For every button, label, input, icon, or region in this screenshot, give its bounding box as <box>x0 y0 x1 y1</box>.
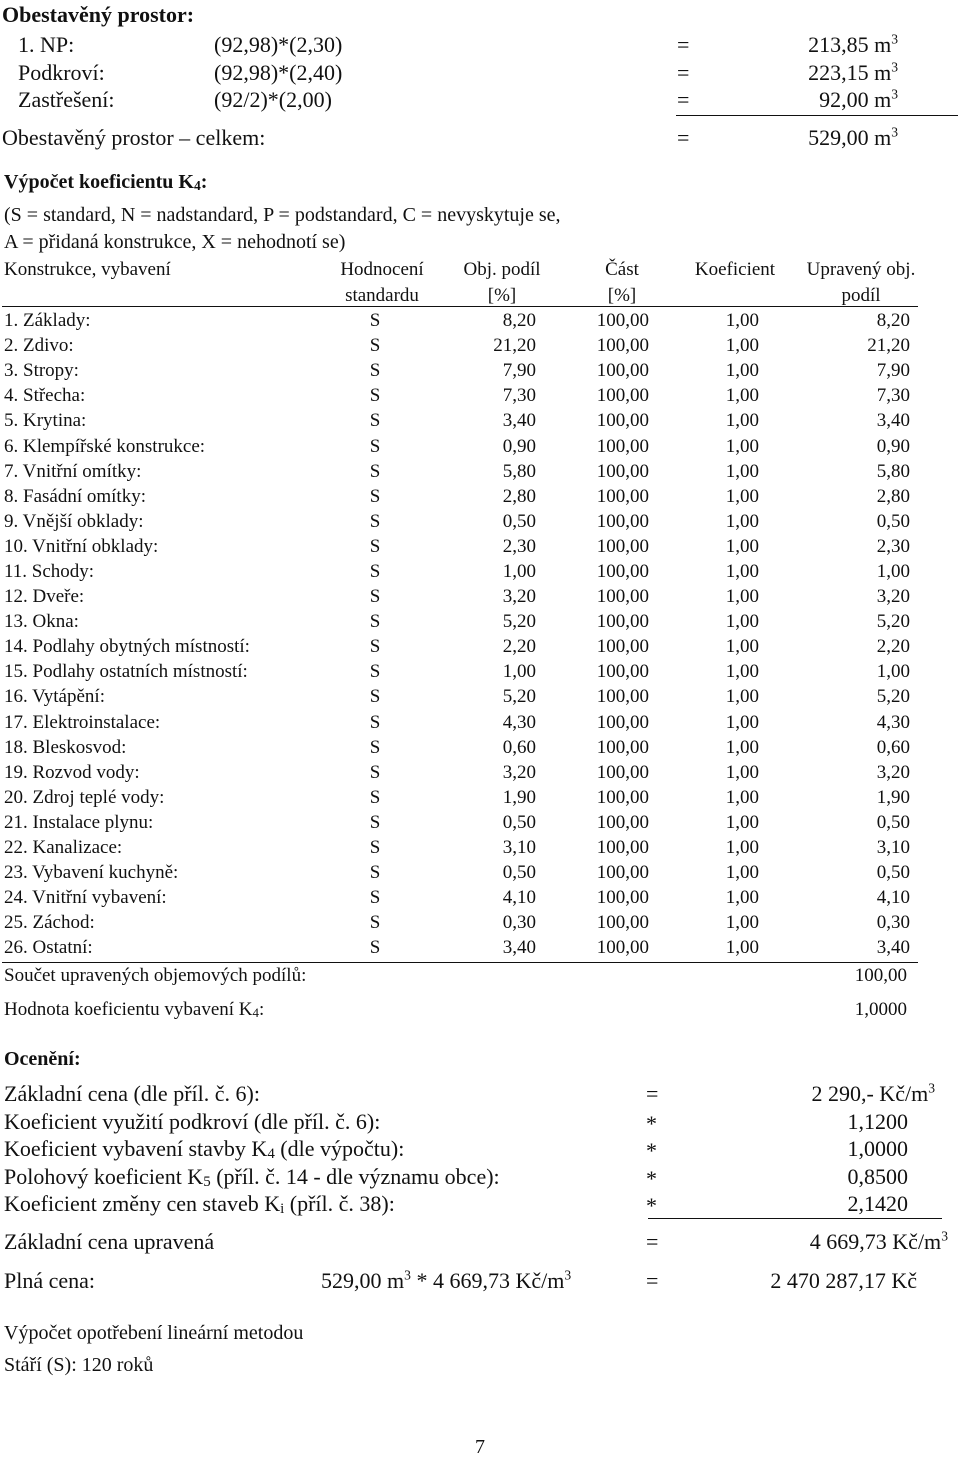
table-cell-share: 8,20 <box>502 310 536 332</box>
col-header-share-unit: [%] <box>487 285 517 306</box>
table-cell-coef: 1,00 <box>725 535 759 557</box>
table-row <box>4 860 910 885</box>
full-price-operator: = <box>646 1268 659 1293</box>
table-row <box>4 735 910 760</box>
table-row <box>4 333 910 358</box>
table-cell-std: S <box>369 937 381 959</box>
table-cell-name: 12. Dveře: <box>4 586 85 608</box>
table-cell-part: 100,00 <box>596 761 649 783</box>
wear-title: Výpočet opotřebení lineární metodou <box>4 1322 304 1344</box>
table-cell-coef: 1,00 <box>725 736 759 758</box>
table-cell-part: 100,00 <box>596 862 649 884</box>
table-cell-adj: 7,30 <box>876 385 910 407</box>
price-row-value: 2,1420 <box>847 1191 908 1216</box>
section-title-valuation: Ocenění: <box>4 1048 81 1070</box>
table-cell-name: 17. Elektroinstalace: <box>4 711 161 733</box>
table-cell-part: 100,00 <box>596 711 649 733</box>
table-cell-coef: 1,00 <box>725 586 759 608</box>
table-cell-name: 13. Okna: <box>4 611 79 633</box>
built-total-value: 529,00 $m^3$ <box>808 124 898 150</box>
table-cell-adj: 1,00 <box>876 661 910 683</box>
table-row <box>4 308 910 333</box>
table-row <box>4 935 910 960</box>
table-cell-std: S <box>369 887 381 909</box>
table-cell-share: 0,30 <box>502 912 536 934</box>
table-cell-name: 10. Vnitřní obklady: <box>4 535 159 557</box>
table-cell-share: 3,40 <box>502 410 536 432</box>
table-cell-share: 4,10 <box>502 887 536 909</box>
built-row-name: Podkroví: <box>18 60 105 85</box>
table-cell-std: S <box>369 460 381 482</box>
divider <box>648 1218 942 1219</box>
table-row <box>4 484 910 509</box>
table-cell-adj: 5,80 <box>876 460 910 482</box>
table-cell-std: S <box>369 410 381 432</box>
table-cell-name: 9. Vnější obklady: <box>4 510 144 532</box>
price-row-label: Koeficient změny cen staveb $K_i$ (příl. č. 38): <box>4 1191 395 1218</box>
table-cell-share: 0,50 <box>502 510 536 532</box>
section-title-built-space: Obestavěný prostor: <box>2 2 195 27</box>
table-row <box>4 534 910 559</box>
table-cell-share: 0,50 <box>502 811 536 833</box>
table-cell-part: 100,00 <box>596 736 649 758</box>
table-cell-coef: 1,00 <box>725 510 759 532</box>
sum-label: Součet upravených objemových podílů: <box>4 965 307 986</box>
table-cell-name: 8. Fasádní omítky: <box>4 485 146 507</box>
table-cell-part: 100,00 <box>596 661 649 683</box>
table-cell-name: 18. Bleskosvod: <box>4 736 127 758</box>
price-row-label: Koeficient vybavení stavby $K_4$ (dle výpočtu): <box>4 1136 405 1163</box>
table-cell-coef: 1,00 <box>725 887 759 909</box>
table-cell-std: S <box>369 360 381 382</box>
table-cell-share: 7,90 <box>502 360 536 382</box>
table-row <box>4 910 910 935</box>
table-cell-coef: 1,00 <box>725 786 759 808</box>
table-cell-name: 7. Vnitřní omítky: <box>4 460 142 482</box>
table-row <box>4 459 910 484</box>
table-cell-coef: 1,00 <box>725 485 759 507</box>
col-header-adjusted-2: podíl <box>841 285 881 306</box>
table-cell-adj: 2,30 <box>876 535 910 557</box>
divider <box>676 115 958 116</box>
col-header-adjusted: Upravený obj. <box>806 259 916 280</box>
table-cell-std: S <box>369 661 381 683</box>
table-cell-std: S <box>369 786 381 808</box>
col-header-share: Obj. podíl <box>463 259 541 280</box>
table-cell-share: 3,40 <box>502 937 536 959</box>
table-cell-part: 100,00 <box>596 586 649 608</box>
built-row-formula: (92,98)*(2,40) <box>214 60 343 85</box>
table-row <box>4 358 910 383</box>
price-row-operator: * <box>646 1166 657 1191</box>
table-row <box>4 659 910 684</box>
table-cell-part: 100,00 <box>596 811 649 833</box>
table-cell-coef: 1,00 <box>725 310 759 332</box>
table-cell-std: S <box>369 736 381 758</box>
table-cell-std: S <box>369 711 381 733</box>
table-cell-adj: 7,90 <box>876 360 910 382</box>
table-cell-coef: 1,00 <box>725 360 759 382</box>
table-cell-coef: 1,00 <box>725 560 759 582</box>
table-cell-share: 7,30 <box>502 385 536 407</box>
table-cell-std: S <box>369 435 381 457</box>
table-cell-part: 100,00 <box>596 786 649 808</box>
table-cell-std: S <box>369 912 381 934</box>
table-row <box>4 609 910 634</box>
table-cell-share: 1,00 <box>502 560 536 582</box>
price-row-value: 2 290,- $Kč/m^3$ <box>811 1080 935 1106</box>
table-cell-adj: 4,10 <box>876 887 910 909</box>
table-row <box>4 584 910 609</box>
table-cell-name: 21. Instalace plynu: <box>4 811 154 833</box>
table-cell-name: 24. Vnitřní vybavení: <box>4 887 167 909</box>
table-cell-std: S <box>369 686 381 708</box>
built-total-label: Obestavěný prostor – celkem: <box>2 125 266 150</box>
adjusted-price-operator: = <box>646 1229 659 1254</box>
table-cell-coef: 1,00 <box>725 937 759 959</box>
table-cell-share: 1,00 <box>502 661 536 683</box>
table-cell-adj: 3,20 <box>876 586 910 608</box>
table-cell-coef: 1,00 <box>725 385 759 407</box>
table-row <box>4 509 910 534</box>
price-row-label: Polohový koeficient $K_5$ (příl. č. 14 - dle významu obce): <box>4 1164 500 1191</box>
table-cell-adj: 2,20 <box>876 636 910 658</box>
table-cell-name: 16. Vytápění: <box>4 686 105 708</box>
table-cell-coef: 1,00 <box>725 661 759 683</box>
table-cell-std: S <box>369 310 381 332</box>
table-cell-share: 0,60 <box>502 736 536 758</box>
table-cell-part: 100,00 <box>596 460 649 482</box>
table-cell-std: S <box>369 611 381 633</box>
table-cell-coef: 1,00 <box>725 435 759 457</box>
built-row-value: 223,15 $m^3$ <box>808 59 898 85</box>
table-cell-part: 100,00 <box>596 686 649 708</box>
sum-value: 100,00 <box>854 965 907 986</box>
table-cell-coef: 1,00 <box>725 811 759 833</box>
table-cell-coef: 1,00 <box>725 636 759 658</box>
table-cell-coef: 1,00 <box>725 711 759 733</box>
table-cell-adj: 5,20 <box>876 686 910 708</box>
table-cell-adj: 0,50 <box>876 862 910 884</box>
table-cell-coef: 1,00 <box>725 460 759 482</box>
col-header-part: Část <box>605 259 639 280</box>
table-cell-share: 5,20 <box>502 611 536 633</box>
table-cell-adj: 2,80 <box>876 485 910 507</box>
table-cell-share: 3,20 <box>502 586 536 608</box>
table-cell-part: 100,00 <box>596 636 649 658</box>
table-row <box>4 684 910 709</box>
table-cell-adj: 0,60 <box>876 736 910 758</box>
table-cell-std: S <box>369 761 381 783</box>
table-cell-adj: 3,40 <box>876 410 910 432</box>
table-cell-part: 100,00 <box>596 485 649 507</box>
price-row-value: 1,0000 <box>847 1136 908 1161</box>
table-cell-adj: 5,20 <box>876 611 910 633</box>
table-cell-adj: 0,50 <box>876 510 910 532</box>
table-cell-std: S <box>369 385 381 407</box>
table-cell-part: 100,00 <box>596 310 649 332</box>
table-row <box>4 710 910 735</box>
full-price-expression: 529,00 $m^3 * 4$ 669,73 $Kč/m^3$ <box>321 1267 572 1293</box>
price-row-operator: * <box>646 1138 657 1163</box>
table-cell-coef: 1,00 <box>725 686 759 708</box>
built-row-value: 92,00 $m^3$ <box>819 86 898 112</box>
built-row-name: 1. NP: <box>18 32 75 57</box>
price-row-operator: * <box>646 1193 657 1218</box>
table-cell-part: 100,00 <box>596 385 649 407</box>
table-cell-coef: 1,00 <box>725 410 759 432</box>
table-cell-adj: 1,00 <box>876 560 910 582</box>
table-cell-part: 100,00 <box>596 837 649 859</box>
built-row-equals: = <box>677 60 690 85</box>
built-row-formula: (92/2)*(2,00) <box>214 87 332 112</box>
price-row-value: 1,1200 <box>847 1109 908 1134</box>
table-cell-part: 100,00 <box>596 560 649 582</box>
table-cell-name: 5. Krytina: <box>4 410 87 432</box>
table-cell-share: 0,90 <box>502 435 536 457</box>
table-row <box>4 433 910 458</box>
table-cell-coef: 1,00 <box>725 837 759 859</box>
wear-age: Stáří (S): 120 roků <box>4 1354 154 1376</box>
full-price-value: 2 470 287,17 Kč <box>770 1268 917 1293</box>
table-cell-share: 5,20 <box>502 686 536 708</box>
table-cell-share: 2,30 <box>502 535 536 557</box>
table-cell-name: 23. Vybavení kuchyně: <box>4 862 179 884</box>
col-header-standard-2: standardu <box>345 285 419 306</box>
table-row <box>4 785 910 810</box>
table-cell-share: 0,50 <box>502 862 536 884</box>
table-cell-part: 100,00 <box>596 435 649 457</box>
divider <box>2 306 918 307</box>
divider <box>2 962 918 963</box>
adjusted-price-label: Základní cena upravená <box>4 1229 215 1254</box>
page-number: 7 <box>475 1436 485 1458</box>
table-cell-std: S <box>369 485 381 507</box>
table-cell-adj: 8,20 <box>876 310 910 332</box>
price-row-operator: * <box>646 1111 657 1136</box>
table-cell-share: 5,80 <box>502 460 536 482</box>
col-header-part-unit: [%] <box>607 285 637 306</box>
table-cell-name: 4. Střecha: <box>4 385 86 407</box>
legend-line-2: A = přidaná konstrukce, X = nehodnotí se) <box>4 231 346 253</box>
table-row <box>4 383 910 408</box>
col-header-standard: Hodnocení <box>340 259 424 280</box>
table-cell-share: 21,20 <box>493 335 536 357</box>
table-row <box>4 408 910 433</box>
table-cell-part: 100,00 <box>596 335 649 357</box>
table-row <box>4 885 910 910</box>
built-row-equals: = <box>677 32 690 57</box>
table-cell-name: 6. Klempířské konstrukce: <box>4 435 206 457</box>
built-row-equals: = <box>677 87 690 112</box>
table-cell-part: 100,00 <box>596 510 649 532</box>
table-cell-name: 15. Podlahy ostatních místností: <box>4 661 248 683</box>
table-cell-adj: 3,20 <box>876 761 910 783</box>
table-cell-adj: 0,90 <box>876 435 910 457</box>
table-cell-share: 2,80 <box>502 485 536 507</box>
table-row <box>4 559 910 584</box>
table-cell-std: S <box>369 535 381 557</box>
table-cell-std: S <box>369 862 381 884</box>
table-cell-share: 4,30 <box>502 711 536 733</box>
table-cell-name: 3. Stropy: <box>4 360 79 382</box>
table-cell-coef: 1,00 <box>725 912 759 934</box>
table-cell-name: 14. Podlahy obytných místností: <box>4 636 250 658</box>
col-header-construction: Konstrukce, vybavení <box>4 259 171 280</box>
table-cell-std: S <box>369 335 381 357</box>
table-cell-part: 100,00 <box>596 535 649 557</box>
table-cell-adj: 0,50 <box>876 811 910 833</box>
table-cell-name: 2. Zdivo: <box>4 335 74 357</box>
table-cell-coef: 1,00 <box>725 611 759 633</box>
full-price-label: Plná cena: <box>4 1268 96 1293</box>
table-cell-name: 25. Záchod: <box>4 912 95 934</box>
legend-line-1: (S = standard, N = nadstandard, P = podstandard, C = nevyskytuje se, <box>4 204 561 226</box>
price-row-value: 0,8500 <box>847 1164 908 1189</box>
table-cell-coef: 1,00 <box>725 335 759 357</box>
table-cell-part: 100,00 <box>596 410 649 432</box>
table-cell-adj: 1,90 <box>876 786 910 808</box>
built-row-value: 213,85 $m^3$ <box>808 31 898 57</box>
table-cell-name: 11. Schody: <box>4 560 95 582</box>
k4-value: 1,0000 <box>854 999 907 1020</box>
table-cell-part: 100,00 <box>596 912 649 934</box>
price-row-label: Koeficient využití podkroví (dle příl. č. 6): <box>4 1109 381 1134</box>
table-cell-std: S <box>369 811 381 833</box>
table-cell-share: 3,10 <box>502 837 536 859</box>
adjusted-price-value: 4 669,73 $Kč/m^3$ <box>809 1228 948 1254</box>
price-row-operator: = <box>646 1081 659 1106</box>
table-cell-part: 100,00 <box>596 360 649 382</box>
section-title-k4: Výpočet koeficientu $K_4$: <box>4 171 208 194</box>
k4-table <box>4 308 910 960</box>
table-cell-adj: 3,10 <box>876 837 910 859</box>
table-cell-share: 3,20 <box>502 761 536 783</box>
built-total-equals: = <box>677 125 690 150</box>
price-row-label: Základní cena (dle příl. č. 6): <box>4 1081 260 1106</box>
table-cell-share: 2,20 <box>502 636 536 658</box>
k4-value-label: Hodnota koeficientu vybavení $K_4$: <box>4 999 265 1020</box>
table-cell-coef: 1,00 <box>725 862 759 884</box>
table-cell-adj: 4,30 <box>876 711 910 733</box>
table-cell-part: 100,00 <box>596 937 649 959</box>
col-header-coefficient: Koeficient <box>694 259 776 280</box>
built-row-name: Zastřešení: <box>18 87 115 112</box>
table-cell-adj: 21,20 <box>867 335 910 357</box>
table-row <box>4 810 910 835</box>
table-row <box>4 760 910 785</box>
table-cell-std: S <box>369 636 381 658</box>
table-cell-name: 26. Ostatní: <box>4 937 93 959</box>
table-cell-adj: 0,30 <box>876 912 910 934</box>
table-cell-coef: 1,00 <box>725 761 759 783</box>
table-cell-name: 1. Základy: <box>4 310 91 332</box>
table-cell-name: 20. Zdroj teplé vody: <box>4 786 165 808</box>
table-cell-std: S <box>369 586 381 608</box>
table-row <box>4 634 910 659</box>
table-cell-name: 19. Rozvod vody: <box>4 761 140 783</box>
table-row <box>4 835 910 860</box>
table-cell-std: S <box>369 510 381 532</box>
table-cell-share: 1,90 <box>502 786 536 808</box>
built-row-formula: (92,98)*(2,30) <box>214 32 343 57</box>
table-cell-std: S <box>369 837 381 859</box>
table-cell-adj: 3,40 <box>876 937 910 959</box>
table-cell-name: 22. Kanalizace: <box>4 837 123 859</box>
k4-table-body <box>4 308 910 960</box>
table-cell-part: 100,00 <box>596 611 649 633</box>
table-cell-std: S <box>369 560 381 582</box>
table-cell-part: 100,00 <box>596 887 649 909</box>
